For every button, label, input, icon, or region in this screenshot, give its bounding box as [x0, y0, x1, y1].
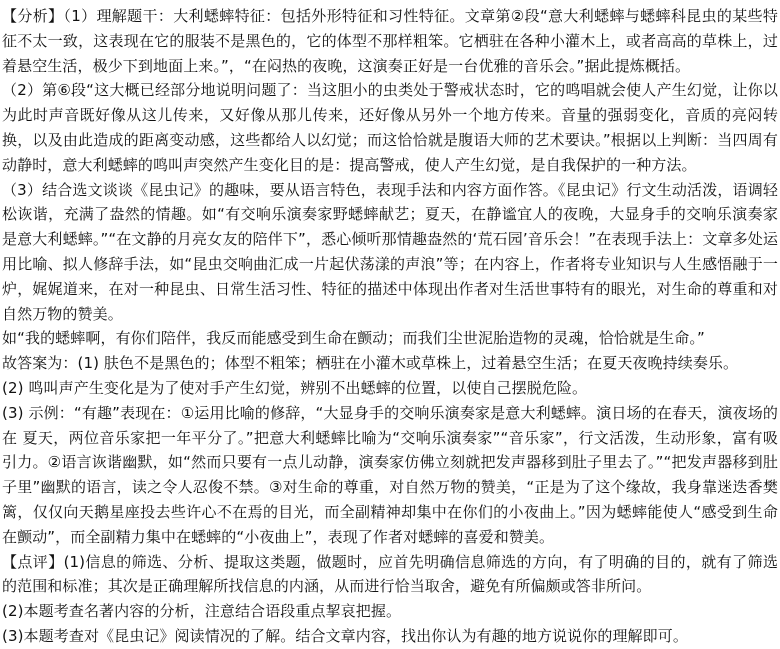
comment-3: (3)本题考查对《昆虫记》阅读情况的了解。结合文章内容，找出你认为有趣的地方说说你的理解即可。 [2, 626, 688, 645]
answer-1: 故答案为：(1) 肤色不是黑色的；体型不粗笨；栖驻在小灌木或草株上，过着悬空生活；在夏天夜晚持续奏乐。 [2, 354, 739, 373]
analysis-part-2: （2）第⑥段“这大概已经部分地说明问题了：当这胆小的虫类处于警戒状态时，它的鸣唱就会使人产生幻觉，让你以为此时声音既好像从这儿传来，又好像从那儿传来，还好像从另外一个地方传来。音量的强弱变化，音质的亮闷转换，以及由此造成的距离变动感，这些都给人以幻觉；而这恰恰就是腹语大师的艺术要诀。”根据以上判断：当四周有动静时，意大利蟋蟀的鸣叫声突然产生变化目的是：提高警戒，使人产生幻觉，是自我保护的一种方法。 [2, 81, 778, 174]
comment-1: 【点评】(1)信息的筛选、分析、提取这类题，做题时，应首先明确信息筛选的方向，有了明确的目的，就有了筛选的范围和标准；其次是正确理解所找信息的内涵，从而进行恰当取舍，避免有所偏颇或答非所问。 [2, 552, 778, 596]
analysis-part-1: 【分析】（1）理解题干：大利蟋蟀特征：包括外形特征和习性特征。文章第②段“意大利蟋蟀与蟋蟀科昆虫的某些特征不太一致，这表现在它的服装不是黑色的，它的体型不那样粗笨。它栖驻在各种小灌木上，或者高高的草株上，过着悬空生活，极少下到地面上来。”，“在闷热的夜晚，这演奏正好是一台优雅的音乐会。”据此提炼概括。 [2, 7, 778, 75]
analysis-part-3: （3）结合选文谈谈《昆虫记》的趣味，要从语言特色，表现手法和内容方面作答。《昆虫记》行文生动活泼，语调轻松诙谐，充满了盎然的情趣。如“有交响乐演奏家野蟋蟀献艺；夏天，在静谧宜人的夜晚，大显身手的交响乐演奏家是意大利蟋蟀。”“在文静的月亮女友的陪伴下”，悉心倾听那情趣盎然的‘荒石园’音乐会！”在表现手法上：文章多处运用比喻、拟人修辞手法，如“昆虫交响曲汇成一片起伏荡漾的声浪”等；在内容上，作者将专业知识与人生感悟融于一炉，娓娓道来，在对一种昆虫、日常生活习性、特征的描述中体现出作者对生活世事特有的眼光，对生命的尊重和对自然万物的赞美。 [2, 180, 778, 323]
answer-2: (2) 鸣叫声产生变化是为了使对手产生幻觉，辨别不出蟋蟀的位置，以使自己摆脱危险。 [2, 378, 588, 397]
comment-2: (2)本题考查名著内容的分析，注意结合语段重点挈哀把握。 [2, 602, 402, 621]
analysis-quote: 如“我的蟋蟀啊，有你们陪伴，我反而能感受到生命在颤动；而我们尘世泥胎造物的灵魂，恰恰就是生命。” [2, 329, 705, 348]
answer-3: (3) 示例：“有趣”表现在：①运用比喻的修辞，“大显身手的交响乐演奏家是意大利蟋蟀。演日场的在春天，演夜场的在 夏天，两位音乐家把一年平分了。”把意大利蟋蟀比喻为“交响乐演奏家”“音乐家”，行文活泼，生动形象，富有吸引力。②语言诙谐幽默，如“然而只要有一点儿动静，演奏家仿佛立刻就把发声器移到肚子里去了。”“把发声器移到肚子里”幽默的语言，读之令人忍俊不禁。③对生命的尊重，对自然万物的赞美，“正是为了这个缘故，我身靠迷迭香樊篱，仅仅向天鹅星座投去些许心不在焉的目光，而全副精神却集中在你们的小夜曲上。”因为蟋蟀能使人“感受到生命在颤动”，而全副精力集中在蟋蟀的“小夜曲上”，表现了作者对蟋蟀的喜爱和赞美。 [2, 403, 778, 546]
